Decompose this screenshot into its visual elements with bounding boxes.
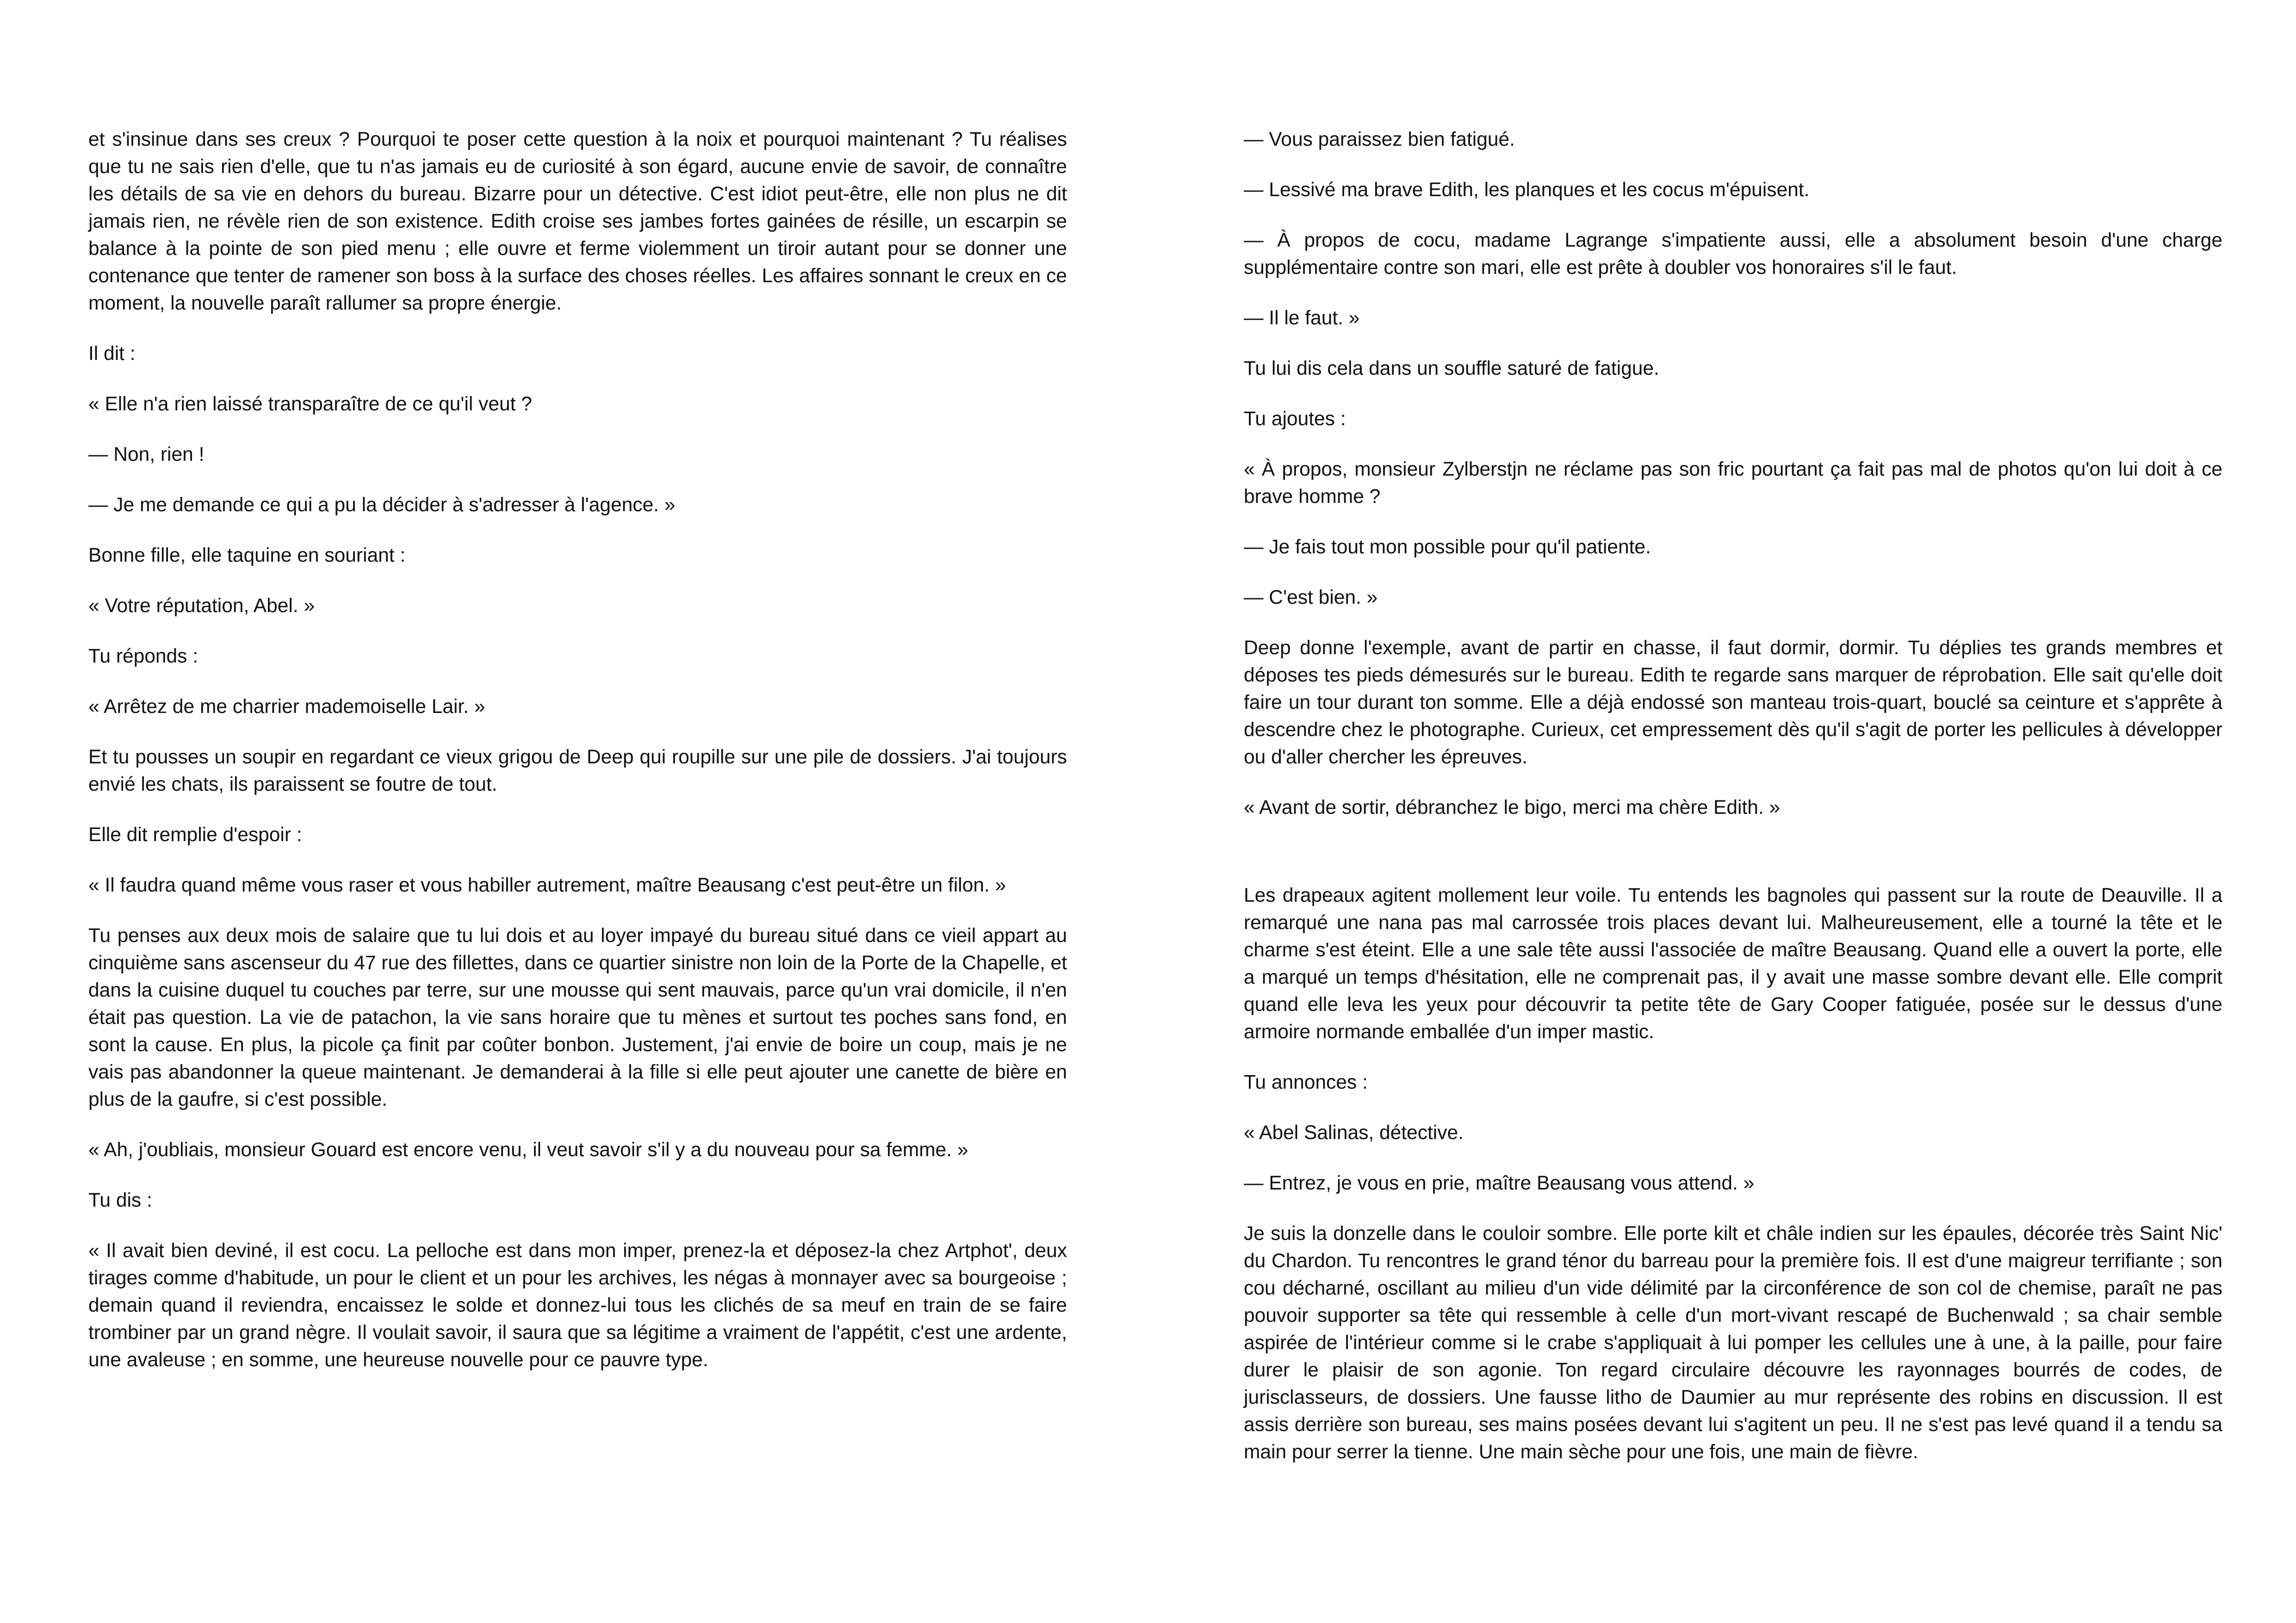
- paragraph: « À propos, monsieur Zylberstjn ne réclame pas son fric pourtant ça fait pas mal de photos qu'on lui doit à ce brave homme ?: [1244, 458, 2222, 508]
- paragraph: Il dit :: [88, 343, 136, 365]
- paragraph: Tu penses aux deux mois de salaire que tu lui dois et au loyer impayé du bureau situé dans ce vieil appart au cinquième sans ascenseur du 47 rue des fillettes, dans ce quartier sinistre non loin de la Porte de la Chapelle, et dans la cuisine duquel tu couches par terre, sur une mousse qui sent mauvais, parce qu'un vrai domicile, il n'en était pas question. La vie de patachon, la vie sans horaire que tu mènes et surtout tes poches sans fond, en sont la cause. En plus, la picole ça finit par coûter bonbon. Justement, j'ai envie de boire un coup, mais je ne vais pas abandonner la queue maintenant. Je demanderai à la fille si elle peut ajouter une canette de bière en plus de la gaufre, si c'est possible.: [88, 925, 1067, 1110]
- paragraph: « Ah, j'oubliais, monsieur Gouard est encore venu, il veut savoir s'il y a du nouveau pour sa femme. »: [88, 1139, 968, 1161]
- paragraph: Et tu pousses un soupir en regardant ce vieux grigou de Deep qui roupille sur une pile de dossiers. J'ai toujours envié les chats, ils paraissent se foutre de tout.: [88, 746, 1067, 795]
- paragraph: — Je fais tout mon possible pour qu'il patiente.: [1244, 536, 1651, 558]
- paragraph: « Il faudra quand même vous raser et vous habiller autrement, maître Beausang c'est peut-être un filon. »: [88, 874, 1006, 896]
- paragraph: Tu dis :: [88, 1189, 152, 1211]
- paragraph: — Non, rien !: [88, 444, 205, 465]
- paragraph: Tu réponds :: [88, 645, 199, 667]
- paragraph: Tu ajoutes :: [1244, 408, 1346, 430]
- left-page: [88, 126, 1067, 1397]
- paragraph: « Avant de sortir, débranchez le bigo, merci ma chère Edith. »: [1244, 797, 1781, 818]
- paragraph: et s'insinue dans ses creux ? Pourquoi te poser cette question à la noix et pourquoi maintenant ? Tu réalises que tu ne sais rien d'elle, que tu n'as jamais eu de curiosité à son égard, aucune envie de savoir, de connaître les détails de sa vie en dehors du bureau. Bizarre pour un détective. C'est idiot peut-être, elle non plus ne dit jamais rien, ne révèle rien de son existence. Edith croise ses jambes fortes gainées de résille, un escarpin se balance à la pointe de son pied menu ; elle ouvre et ferme violemment un tiroir autant pour se donner une contenance que tenter de ramener son boss à la surface des choses réelles. Les affaires sonnant le creux en ce moment, la nouvelle paraît rallumer sa propre énergie.: [88, 129, 1067, 314]
- paragraph: Tu annonces :: [1244, 1072, 1368, 1093]
- paragraph: — À propos de cocu, madame Lagrange s'impatiente aussi, elle a absolument besoin d'une charge supplémentaire contre son mari, elle est prête à doubler vos honoraires s'il le faut.: [1244, 229, 2222, 279]
- paragraph: « Elle n'a rien laissé transparaître de ce qu'il veut ?: [88, 393, 532, 415]
- paragraph: — Je me demande ce qui a pu la décider à s'adresser à l'agence. »: [88, 494, 676, 516]
- paragraph: Deep donne l'exemple, avant de partir en chasse, il faut dormir, dormir. Tu déplies tes grands membres et déposes tes pieds démesurés sur le bureau. Edith te regarde sans marquer de réprobation. Elle sait qu'elle doit faire un tour durant ton somme. Elle a déjà endossé son manteau trois-quart, bouclé sa ceinture et s'apprête à descendre chez le photographe. Curieux, cet empressement dès qu'il s'agit de porter les pellicules à développer ou d'aller chercher les épreuves.: [1244, 637, 2222, 768]
- paragraph: — C'est bien. »: [1244, 587, 1378, 608]
- paragraph: « Abel Salinas, détective.: [1244, 1122, 1464, 1144]
- paragraph: — Lessivé ma brave Edith, les planques et les cocus m'épuisent.: [1244, 179, 1810, 201]
- paragraph: — Vous paraissez bien fatigué.: [1244, 129, 1515, 150]
- paragraph: Elle dit remplie d'espoir :: [88, 824, 302, 846]
- paragraph: « Votre réputation, Abel. »: [88, 595, 315, 617]
- right-page: [1244, 126, 2222, 1489]
- paragraph: « Arrêtez de me charrier mademoiselle Lair. »: [88, 696, 485, 718]
- paragraph: « Il avait bien deviné, il est cocu. La pelloche est dans mon imper, prenez-la et déposez-la chez Artphot', deux tirages comme d'habitude, un pour le client et un pour les archives, les négas à monnayer avec sa bourgeoise ; demain quand il reviendra, encaissez le solde et donnez-lui tous les clichés de sa meuf en train de se faire trombiner par un grand nègre. Il voulait savoir, il saura que sa légitime a vraiment de l'appétit, c'est une ardente, une avaleuse ; en somme, une heureuse nouvelle pour ce pauvre type.: [88, 1240, 1067, 1371]
- paragraph: Bonne fille, elle taquine en souriant :: [88, 545, 406, 566]
- paragraph: Je suis la donzelle dans le couloir sombre. Elle porte kilt et châle indien sur les épaules, décorée très Saint Nic' du Chardon. Tu rencontres le grand ténor du barreau pour la première fois. Il est d'une maigreur terrifiante ; son cou décharné, oscillant au milieu d'un vide délimité par la circonférence de son col de chemise, paraît ne pas pouvoir supporter sa tête qui ressemble à celle d'un mort-vivant rescapé de Buchenwald ; sa chair semble aspirée de l'intérieur comme si le crabe s'appliquait à lui pomper les cellules une à une, à la paille, pour faire durer le plaisir de son agonie. Ton regard circulaire découvre les rayonnages bourrés de codes, de jurisclasseurs, de dossiers. Une fausse litho de Daumier au mur représente des robins en discussion. Il est assis derrière son bureau, ses mains posées devant lui s'agitent un peu. Il ne s'est pas levé quand il a tendu sa main pour serrer la tienne. Une main sèche pour une fois, une main de fièvre.: [1244, 1223, 2222, 1463]
- paragraph: Les drapeaux agitent mollement leur voile. Tu entends les bagnoles qui passent sur la route de Deauville. Il a remarqué une nana pas mal carrossée trois places devant lui. Malheureusement, elle a tourné la tête et le charme s'est éteint. Elle a une sale tête aussi l'associée de maître Beausang. Quand elle a ouvert la porte, elle a marqué un temps d'hésitation, elle ne comprenait pas, il y avait une masse sombre devant elle. Elle comprit quand elle leva les yeux pour découvrir ta petite tête de Gary Cooper fatiguée, posée sur le dessus d'une armoire normande emballée d'un imper mastic.: [1244, 885, 2222, 1043]
- paragraph: — Entrez, je vous en prie, maître Beausang vous attend. »: [1244, 1172, 1755, 1194]
- paragraph: Tu lui dis cela dans un souffle saturé de fatigue.: [1244, 358, 1659, 379]
- paragraph: — Il le faut. »: [1244, 307, 1360, 329]
